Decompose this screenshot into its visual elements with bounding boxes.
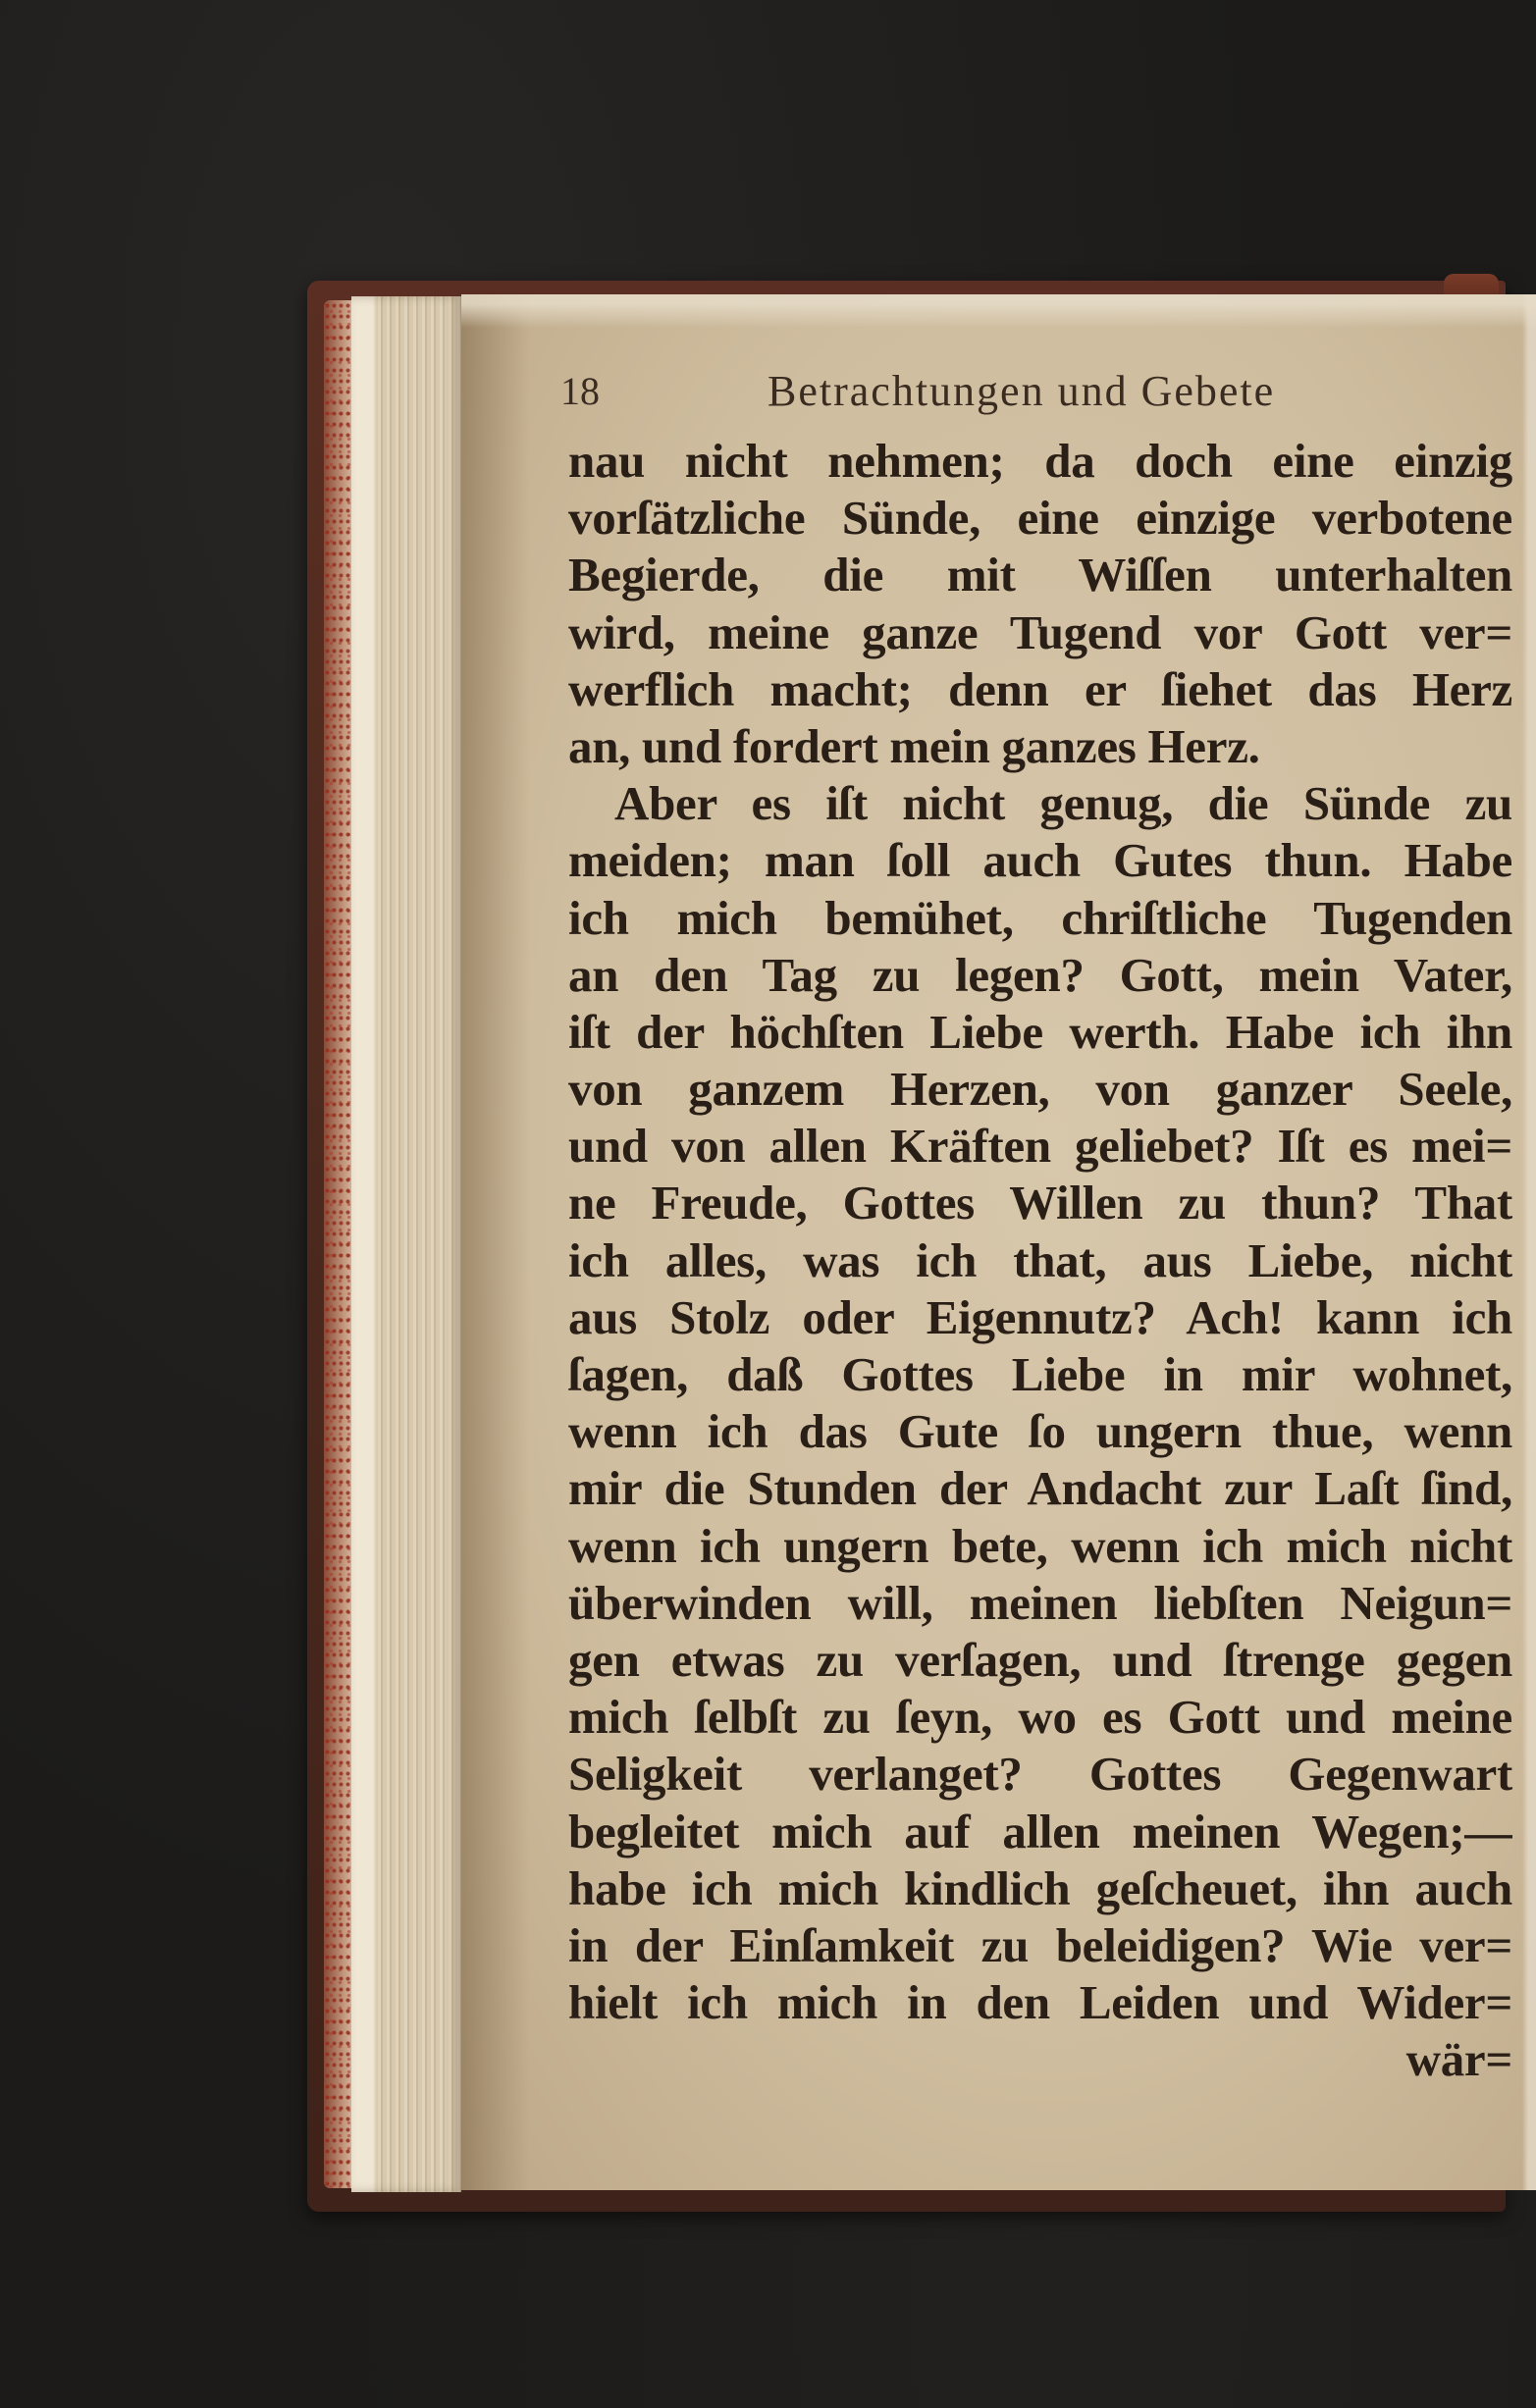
text-line: von ganzem Herzen, von ganzer Seele, — [568, 1062, 1512, 1117]
text-line: ne Freude, Gottes Willen zu thun? That — [568, 1176, 1512, 1230]
text-block — [568, 433, 1512, 2088]
text-line: wird, meine ganze Tugend vor Gott ver= — [568, 604, 1512, 659]
catchword: wär= — [1405, 2032, 1512, 2087]
paragraph-end-line: an, und fordert mein ganzes Herz. — [568, 718, 1260, 773]
text-line: nau nicht nehmen; da doch eine einzig — [568, 434, 1512, 488]
text-line: und von allen Kräften geliebet? Iſt es mei= — [568, 1119, 1512, 1174]
text-line: habe ich mich kindlich geſcheuet, ihn auch — [568, 1860, 1512, 1915]
text-line: Begierde, die mit Wiſſen unterhalten — [568, 548, 1512, 602]
text-line: werflich macht; denn er ſiehet das Herz — [568, 661, 1512, 716]
page-stack — [351, 296, 461, 2192]
paragraph-start-line: Aber es iſt nicht genug, die Sünde zu — [614, 776, 1512, 831]
text-line: ich mich bemühet, chriſtliche Tugenden — [568, 890, 1512, 945]
sprinkled-page-edge — [324, 300, 353, 2188]
running-title: Betrachtungen und Gebete — [768, 367, 1276, 415]
text-line: mich ſelbſt zu ſeyn, wo es Gott und meine — [568, 1690, 1512, 1745]
text-line: hielt ich mich in den Leiden und Wider= — [568, 1975, 1512, 2030]
text-line: meiden; man ſoll auch Gutes thun. Habe — [568, 833, 1512, 888]
text-line: ich alles, was ich that, aus Liebe, nicht — [568, 1232, 1512, 1287]
text-line: gen etwas zu verſagen, und ſtrenge gegen — [568, 1632, 1512, 1687]
page-number: 18 — [560, 369, 600, 413]
text-line: an den Tag zu legen? Gott, mein Vater, — [568, 947, 1512, 1002]
text-line: iſt der höchſten Liebe werth. Habe ich ihn — [568, 1004, 1512, 1059]
text-line: vorſätzliche Sünde, eine einzige verbotene — [568, 491, 1512, 546]
text-line: aus Stolz oder Eigennutz? Ach! kann ich — [568, 1289, 1512, 1344]
text-line: überwinden will, meinen liebſten Neigun= — [568, 1575, 1512, 1630]
text-line: ſagen, daß Gottes Liebe in mir wohnet, — [568, 1347, 1512, 1401]
text-line: mir die Stunden der Andacht zur Laſt ſind, — [568, 1461, 1512, 1516]
text-line: in der Einſamkeit zu beleidigen? Wie ver= — [568, 1917, 1512, 1972]
text-line: begleitet mich auf allen meinen Wegen;— — [568, 1804, 1512, 1858]
text-line: wenn ich ungern bete, wenn ich mich nicht — [568, 1518, 1512, 1573]
text-line: wenn ich das Gute ſo ungern thue, wenn — [568, 1404, 1512, 1459]
book-page — [461, 294, 1536, 2190]
text-line: Seligkeit verlanget? Gottes Gegenwart — [568, 1747, 1512, 1802]
